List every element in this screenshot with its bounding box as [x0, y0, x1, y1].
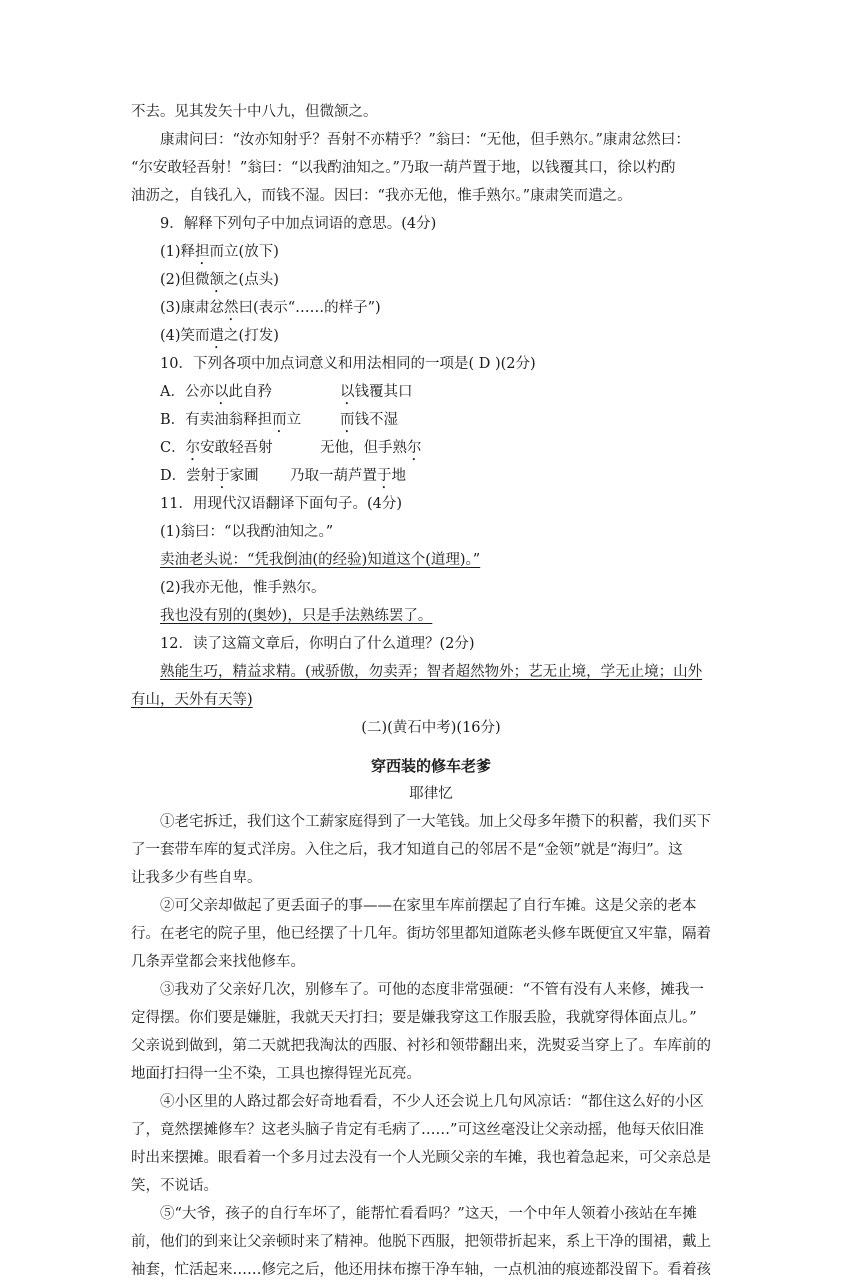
question-10-option-a: A．公亦以此自矜 以钱覆其口	[160, 384, 413, 400]
question-9-item: (2)但微颔之(点头)	[160, 272, 279, 288]
question-10-option-d: D．尝射于家圃 乃取一葫芦置于地	[160, 468, 406, 484]
question-11-sentence-1: (1)翁曰：“以我酌油知之。”	[160, 524, 334, 540]
article-line: 袖套，忙活起来……修完之后，他还用抹布擦干净车轴，一点机油的痕迹都没留下。看着孩	[131, 1262, 711, 1278]
article-title: 穿西装的修车老爹	[370, 757, 491, 775]
dotted-word: 于	[377, 468, 392, 484]
question-10-stem: 10．下列各项中加点词意义和用法相同的一项是( D )(2分)	[160, 356, 536, 372]
article-line: ①老宅拆迁，我们这个工薪家庭得到了一大笔钱。加上父母多年攒下的积蓄，我们买下	[160, 814, 711, 830]
article-line: 笑，不说话。	[131, 1178, 218, 1194]
dotted-word: 尔	[185, 440, 201, 456]
answer-text: 有山，天外有天等)	[131, 692, 253, 708]
article-line: 几条弄堂都会来找他修车。	[131, 954, 305, 970]
article-line: 时出来摆摊。眼看着一个多月过去没有一个人光顾父亲的车摊，我也着急起来，可父亲总是	[131, 1150, 711, 1166]
question-11-answer-1	[131, 546, 731, 574]
dotted-word: 遣	[209, 328, 225, 344]
document-page	[131, 98, 731, 1284]
question-11-sentence-2: (2)我亦无他，惟手熟尔。	[160, 580, 326, 596]
article-line: 了，竟然摆摊修车？这老头脑子肯定有毛病了……”可这丝毫没让父亲动摇，他每天依旧准	[131, 1122, 704, 1138]
article-line: ④小区里的人路过都会好奇地看看，不少人还会说上几句风凉话：“都住这么好的小区	[160, 1094, 704, 1110]
answer-text: 我也没有别的(奥妙)，只是手法熟练罢了。	[160, 608, 433, 624]
dotted-word: 以	[340, 384, 355, 400]
dotted-word: 颔	[209, 272, 225, 288]
question-10-option-b: B．有卖油翁释担而立 而钱不湿	[160, 412, 398, 428]
dotted-word: 担	[195, 244, 210, 260]
answer-text: 卖油老头说：“凭我倒油(的经验)知道这个(道理)。”	[160, 552, 481, 568]
article-author: 耶律忆	[409, 786, 453, 802]
question-12-stem: 12．读了这篇文章后，你明白了什么道理？(2分)	[160, 636, 475, 652]
passage-line: “尔安敢轻吾射！”翁曰：“以我酌油知之。”乃取一葫芦置于地，以钱覆其口，徐以杓酌	[131, 160, 676, 176]
answer-text: 熟能生巧，精益求精。(戒骄傲，勿卖弄；智者超然物外；艺无止境，学无止境；山外	[160, 664, 703, 680]
dotted-word: 然	[224, 300, 239, 316]
article-line: 父亲说到做到，第二天就把我淘汰的西服、衬衫和领带翻出来，洗熨妥当穿上了。车库前的	[131, 1038, 711, 1054]
article-line: 定得摆。你们要是嫌脏，我就天天打扫；要是嫌我穿这工作服丢脸，我就穿得体面点儿。”	[131, 1010, 697, 1026]
question-9-stem: 9．解释下列句子中加点词语的意思。(4分)	[160, 216, 437, 232]
question-12-answer-line	[131, 658, 731, 686]
section-heading: (二)(黄石中考)(16分)	[361, 720, 501, 736]
dotted-word: 而	[272, 412, 287, 428]
question-9-item: (3)康肃忿然曰(表示“……的样子”)	[160, 300, 381, 316]
dotted-word: 而	[340, 412, 355, 428]
dotted-word: 以	[213, 384, 229, 400]
dotted-word: 尔	[407, 440, 422, 456]
dotted-word: 于	[215, 468, 230, 484]
article-line: 行。在老宅的院子里，他已经摆了十几年。街坊邻里都知道陈老头修车既便宜又牢靠，隔着	[131, 926, 711, 942]
article-line: 了一套带车库的复式洋房。入住之后，我才知道自己的邻居不是“金领”就是“海归”。这	[131, 842, 683, 858]
question-11-answer-2	[131, 602, 731, 630]
question-9-item: (4)笑而遣之(打发)	[160, 328, 279, 344]
article-line: ③我劝了父亲好几次，别修车了。可他的态度非常强硬：“不管有没有人来修，摊我一	[160, 982, 704, 998]
question-12-answer-line	[131, 686, 731, 714]
question-10-option-c: C．尔安敢轻吾射 无他，但手熟尔	[160, 440, 422, 456]
article-line: 前，他们的到来让父亲顿时来了精神。他脱下西服，把领带折起来，系上干净的围裙，戴上	[131, 1234, 711, 1250]
question-11-stem: 11．用现代汉语翻译下面句子。(4分)	[160, 496, 402, 512]
passage-line: 不去。见其发矢十中八九，但微颔之。	[131, 104, 378, 120]
article-line: ②可父亲却做起了更丢面子的事——在家里车库前摆起了自行车摊。这是父亲的老本	[160, 898, 697, 914]
article-line: 地面打扫得一尘不染，工具也擦得锃光瓦亮。	[131, 1066, 421, 1082]
passage-line: 油沥之，自钱孔入，而钱不湿。因曰：“我亦无他，惟手熟尔。”康肃笑而遣之。	[131, 188, 632, 204]
passage-line: 康肃问曰：“汝亦知射乎？吾射不亦精乎？”翁曰：“无他，但手熟尔。”康肃忿然曰：	[160, 132, 690, 148]
article-line: 让我多少有些自卑。	[131, 870, 262, 886]
question-9-item: (1)释担而立(放下)	[160, 244, 279, 260]
article-line: ⑤“大爷，孩子的自行车坏了，能帮忙看看吗？”这天，一个中年人领着小孩站在车摊	[160, 1206, 697, 1222]
